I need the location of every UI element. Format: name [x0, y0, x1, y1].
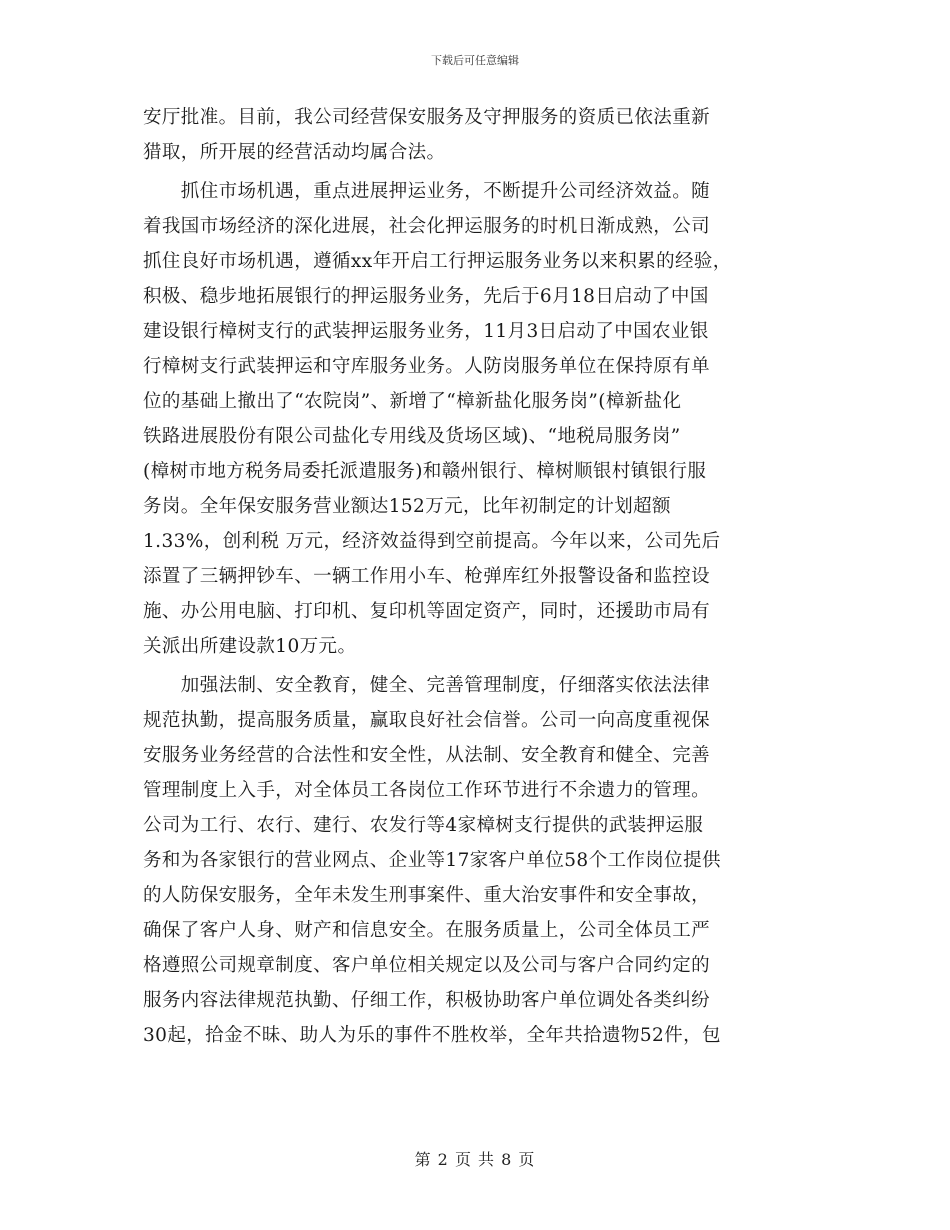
text-line: 安厅批准。目前，我公司经营保安服务及守押服务的资质已依法重新	[143, 107, 711, 128]
text-line: 铁路进展股份有限公司盐化专用线及货场区域)、“地税局服务岗”	[143, 426, 681, 447]
text-line: 公司为工行、农行、建行、农发行等4家樟树支行提供的武装押运服	[143, 815, 704, 836]
text-line: 建设银行樟树支行的武装押运服务业务，11月3日启动了中国农业银	[143, 321, 709, 342]
text-line: 抓住良好市场机遇，遵循xx年开启工行押运服务业务以来积累的经验，	[143, 251, 732, 272]
text-line: (樟树市地方税务局委托派遣服务)和赣州银行、樟树顺银村镇银行服	[143, 461, 707, 482]
text-line: 务和为各家银行的营业网点、企业等17家客户单位58个工作岗位提供	[143, 850, 721, 871]
text-line: 行樟树支行武装押运和守库服务业务。人防岗服务单位在保持原有单	[143, 356, 711, 377]
text-line: 关派出所建设款10万元。	[143, 636, 357, 657]
text-line: 确保了客户人身、财产和信息安全。在服务质量上，公司全体员工严	[143, 920, 711, 941]
text-line: 规范执勤，提高服务质量，赢取良好社会信誉。公司一向高度重视保	[143, 710, 711, 731]
text-line: 抓住市场机遇，重点进展押运业务，不断提升公司经济效益。随	[143, 181, 711, 202]
text-line: 着我国市场经济的深化进展，社会化押运服务的时机日渐成熟，公司	[143, 216, 711, 237]
text-line: 位的基础上撤出了“农院岗”、新增了“樟新盐化服务岗”(樟新盐化	[143, 391, 682, 412]
text-line: 30起，拾金不昧、助人为乐的事件不胜枚举，全年共拾遗物52件，包	[143, 1025, 721, 1046]
text-line: 施、办公用电脑、打印机、复印机等固定资产，同时，还援助市局有	[143, 601, 711, 622]
text-line: 加强法制、安全教育，健全、完善管理制度，仔细落实依法法律	[143, 675, 711, 696]
text-line: 务岗。全年保安服务营业额达152万元，比年初制定的计划超额	[143, 496, 671, 517]
page-header-note: 下载后可任意编辑	[431, 54, 519, 67]
page-number: 第 2 页 共 8 页	[414, 1150, 536, 1169]
text-line: 的人防保安服务，全年未发生刑事案件、重大治安事件和安全事故，	[143, 885, 711, 906]
text-line: 积极、稳步地拓展银行的押运服务业务，先后于6月18日启动了中国	[143, 286, 709, 307]
text-line: 安服务业务经营的合法性和安全性，从法制、安全教育和健全、完善	[143, 745, 711, 766]
text-line: 1.33%，创利税 万元，经济效益得到空前提高。今年以来，公司先后	[143, 531, 721, 552]
text-line: 添置了三辆押钞车、一辆工作用小车、枪弹库红外报警设备和监控设	[143, 566, 711, 587]
document-body	[143, 100, 811, 1053]
text-line: 猎取，所开展的经营活动均属合法。	[143, 142, 446, 163]
text-line: 管理制度上入手，对全体员工各岗位工作环节进行不余遗力的管理。	[143, 780, 711, 801]
text-line: 服务内容法律规范执勤、仔细工作，积极协助客户单位调处各类纠纷	[143, 990, 711, 1011]
text-line: 格遵照公司规章制度、客户单位相关规定以及公司与客户合同约定的	[143, 955, 711, 976]
